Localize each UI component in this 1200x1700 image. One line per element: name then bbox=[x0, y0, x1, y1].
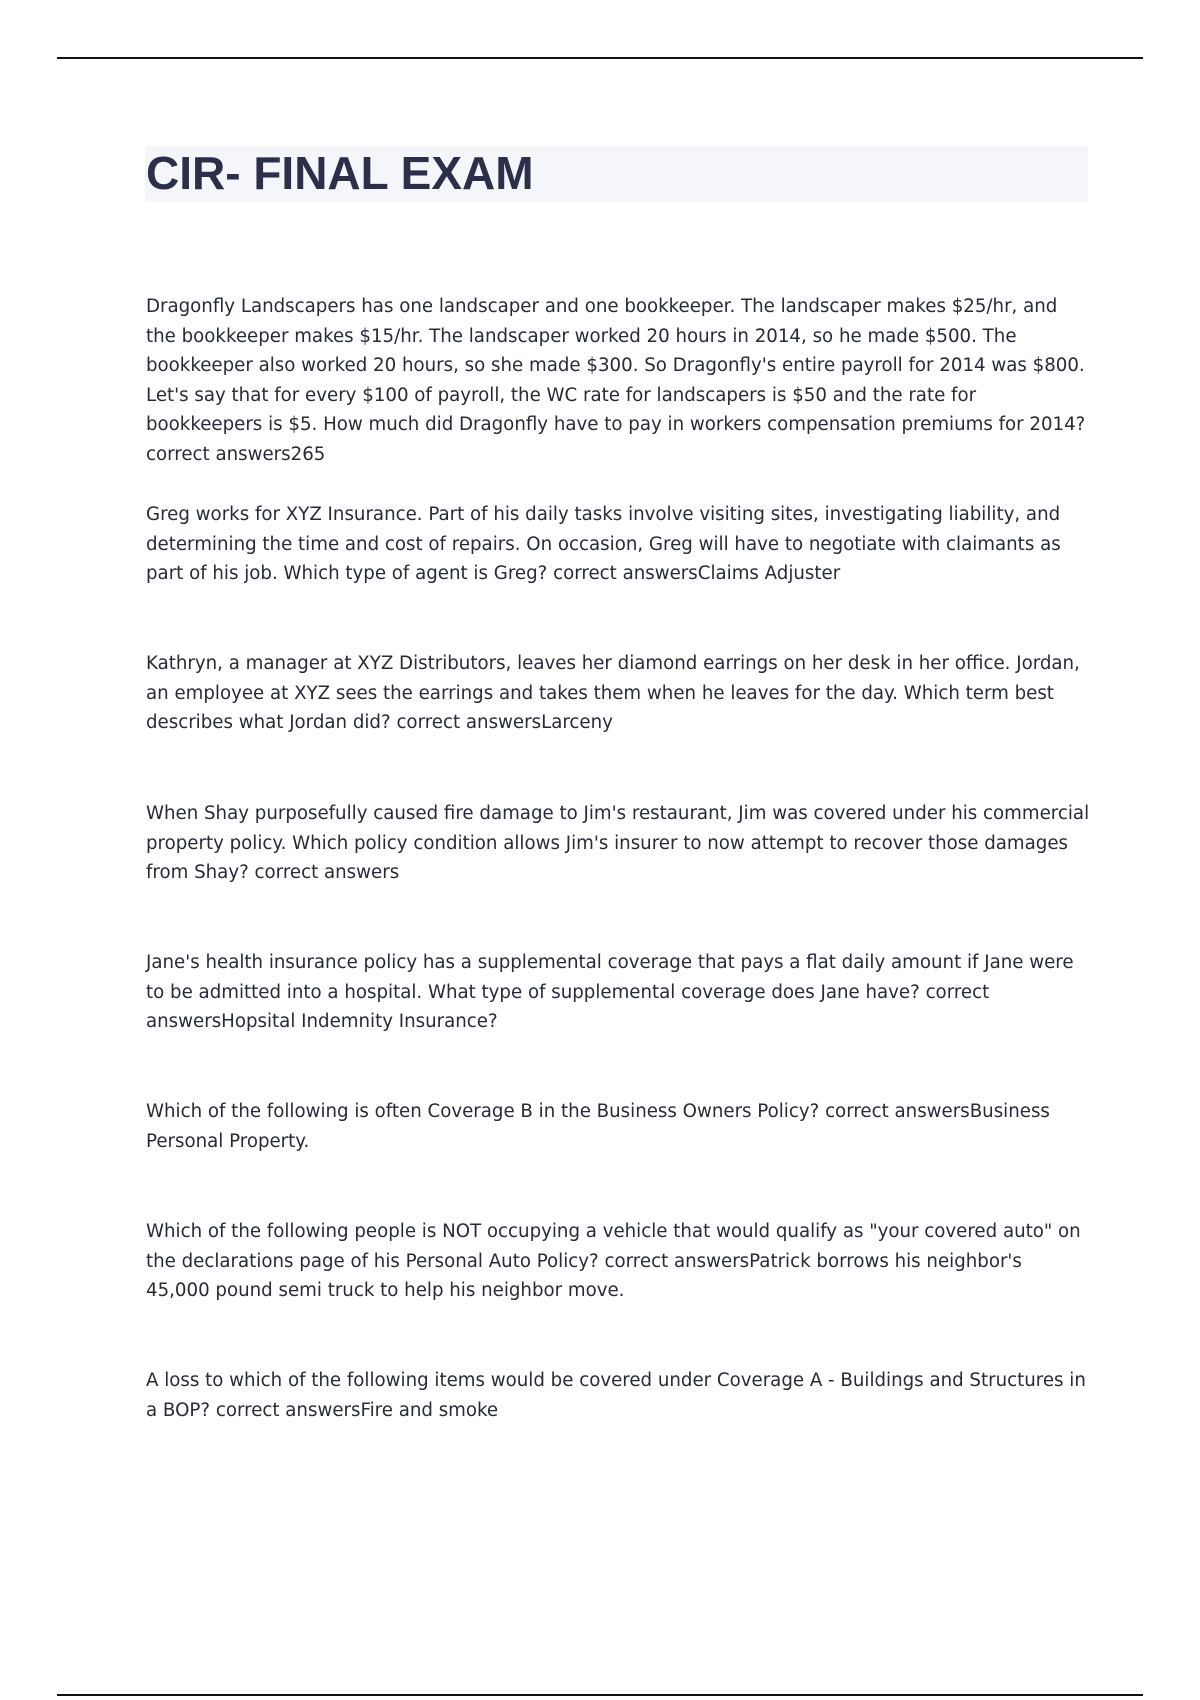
question-text: Jane's health insurance policy has a supplemental coverage that pays a flat daily amount if Jane were to be admitted into a hospital. What type of supplemental coverage does Jane have? bbox=[146, 952, 1074, 1003]
qa-item bbox=[146, 500, 1090, 589]
question-text: When Shay purposefully caused fire damage to Jim's restaurant, Jim was covered under his commercial property policy. Which policy condition allows Jim's insurer to now attempt to recover those damages from Shay? bbox=[146, 803, 1090, 883]
page-title: CIR- FINAL EXAM bbox=[146, 147, 534, 199]
question-text: Dragonfly Landscapers has one landscaper and one bookkeeper. The landscaper makes $25/hr, and the bookkeeper makes $15/hr. The landscaper worked 20 hours in 2014, so he made $500. The bookkeeper also worked 20 hours, so she made $300. So Dragonfly's entire payroll for 2014 was $800. Let's say that for every $100 of payroll, the WC rate for landscapers is $50 and the rate for bookkeepers is $5. How much did Dragonfly have to pay in workers compensation premiums for 2014? bbox=[146, 296, 1086, 435]
answer-text: Larceny bbox=[541, 712, 613, 733]
answer-label: correct answers bbox=[254, 862, 400, 883]
answer-text: 265 bbox=[290, 443, 326, 465]
qa-item bbox=[146, 948, 1090, 1037]
qa-item bbox=[146, 292, 1090, 469]
answer-label: correct answers bbox=[604, 1250, 750, 1272]
question-text: Which of the following is often Coverage B in the Business Owners Policy? bbox=[146, 1101, 820, 1122]
answer-text: Fire and smoke bbox=[360, 1399, 499, 1421]
answer-label: correct answers bbox=[146, 981, 990, 1032]
qa-item bbox=[146, 799, 1090, 888]
answer-label: correct answers bbox=[215, 1399, 361, 1421]
header-rule bbox=[57, 57, 1143, 59]
answer-label: correct answers bbox=[396, 712, 542, 733]
footer-rule bbox=[57, 1694, 1143, 1696]
answer-label: correct answers bbox=[146, 443, 291, 465]
answer-text: Claims Adjuster bbox=[697, 563, 841, 584]
qa-item bbox=[146, 1097, 1090, 1156]
qa-item bbox=[146, 649, 1090, 738]
answer-text: Business Personal Property. bbox=[146, 1101, 1050, 1152]
answer-text: Patrick borrows his neighbor's 45,000 pound semi truck to help his neighbor move. bbox=[146, 1250, 1022, 1301]
answer-text: Hopsital Indemnity Insurance? bbox=[221, 1011, 498, 1032]
question-text: Kathryn, a manager at XYZ Distributors, leaves her diamond earrings on her desk in her office. Jordan, an employee at XYZ sees the earrings and takes them when he leaves for the day. Which term best describes what Jordan did? bbox=[146, 653, 1080, 733]
question-text: Greg works for XYZ Insurance. Part of his daily tasks involve visiting sites, investigating liability, and determining the time and cost of repairs. On occasion, Greg will have to negotiate with claimants as part of his job. Which type of agent is Greg? bbox=[146, 504, 1061, 584]
answer-label: correct answers bbox=[553, 563, 698, 584]
question-text: A loss to which of the following items would be covered under Coverage A - Buildings and Structures in a BOP? bbox=[146, 1370, 1086, 1421]
answer-label: correct answers bbox=[825, 1101, 970, 1122]
question-text: Which of the following people is NOT occupying a vehicle that would qualify as "your covered auto" on the declarations page of his Personal Auto Policy? bbox=[146, 1221, 1081, 1272]
qa-item bbox=[146, 1366, 1090, 1425]
qa-item bbox=[146, 1217, 1090, 1306]
